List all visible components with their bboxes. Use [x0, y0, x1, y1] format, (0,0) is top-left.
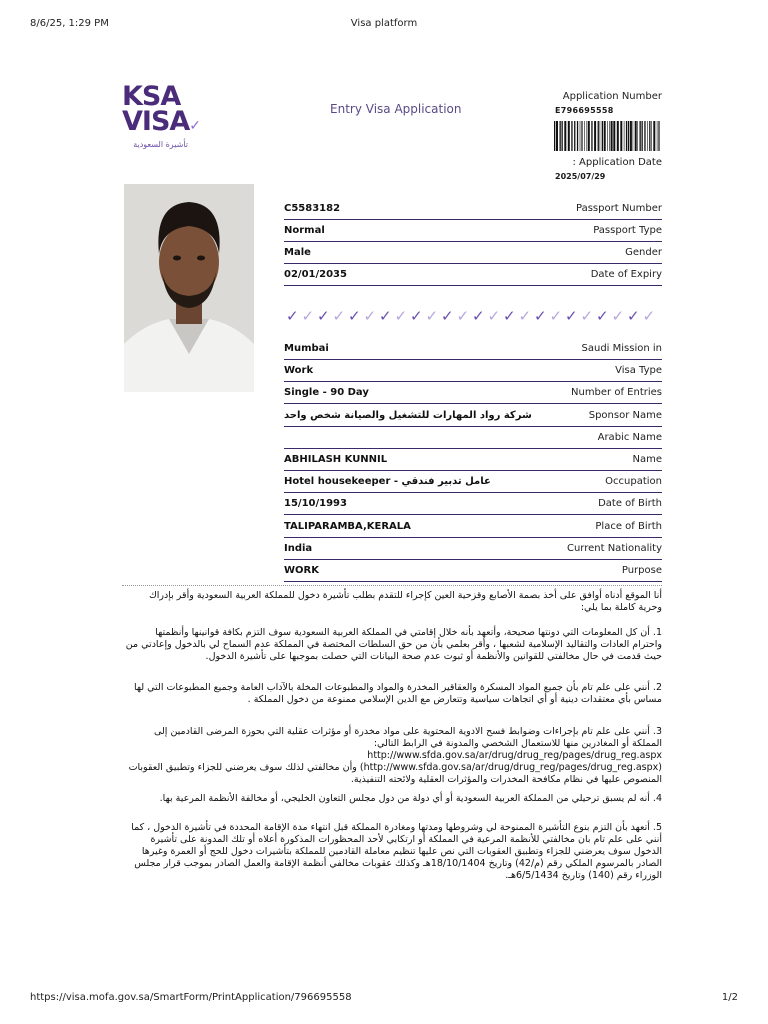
field-value: Hotel housekeeper - عامل تدبير فندقي [284, 476, 491, 488]
field-row [284, 492, 662, 515]
barcode-bar [613, 121, 615, 151]
ksa-visa-logo [122, 81, 201, 149]
declaration-item: 4. أنه لم يسبق ترحيلي من المملكة العربية السعودية أو أي دولة من دول مجلس التعاون الخليجي، أو مخالفة الأنظمة المرعية بها. [159, 793, 662, 804]
logo-check-icon: ✓ [189, 118, 201, 134]
barcode-bar [649, 121, 650, 151]
check-icon: ✓ [580, 307, 594, 325]
field-row [284, 197, 662, 220]
check-icon: ✓ [441, 307, 454, 325]
print-header [0, 18, 768, 34]
field-value: TALIPARAMBA,KERALA [284, 520, 411, 532]
barcode-bar [604, 121, 606, 151]
field-value: 15/10/1993 [284, 498, 347, 510]
declaration-item: 1. أن كل المعلومات التي دونتها صحيحة، وأتعهد بأنه خلال إقامتي في المملكة العربية السعودية سوف التزم بكافة قوانينها وأنظمتها واحترام العادات والتقاليد الإسلامية لشعبها ، وأقر بعلمي بأن من حق السلطات المختصة في المملكة عدم السماح لي بالدخول وإعادتي من حيث قدمت في حال مخالفتي للقوانين والأنظمة أو ثبوت عدم صحة البيانات التي حصلت بموجبها على تأشيرة الدخول. [125, 627, 662, 662]
logo-line-ksa: KSA [122, 81, 181, 112]
barcode-bar [587, 121, 588, 151]
applicant-photo [124, 184, 254, 392]
field-row [284, 241, 662, 264]
field-row [284, 404, 662, 427]
barcode-bar [581, 121, 582, 151]
field-value: Work [284, 365, 314, 377]
check-icon: ✓ [534, 307, 547, 325]
check-icon: ✓ [549, 307, 563, 325]
barcode-bar [598, 121, 599, 151]
field-label: Gender [625, 247, 662, 258]
barcode-bar [571, 121, 572, 151]
declaration-item: 2. أنني على علم تام بأن جميع المواد المسكرة والعقاقير المخدرة والمواد والمطبوعات المخلة بالآداب العامة وجميع المطبوعات التي لها مساس بأي معتقدات دينية أو أي اتجاهات سياسية وتتعارض مع الدين الإسلامي ممنوعة من دخول المملكة . [133, 682, 662, 705]
check-icon: ✓ [642, 307, 656, 325]
barcode-bar [637, 121, 638, 151]
declaration-intro: أنا الموقع أدناه أوافق على أخذ بصمة الأصابع وقزحية العين كإجراء للتقدم بطلب تأشيرة دخول للمملكة العربية السعودية وأقر بإدراك وحرية كاملة بما يلي: [148, 590, 662, 613]
field-label: Date of Expiry [590, 269, 662, 280]
field-row [284, 426, 662, 449]
divider [122, 585, 662, 586]
barcode-bar [647, 121, 648, 151]
check-icon: ✓ [348, 307, 361, 325]
field-value: India [284, 542, 313, 554]
field-value: C5583182 [284, 203, 341, 214]
field-value: Mumbai [284, 343, 329, 354]
barcode-bar [640, 121, 641, 151]
security-checkmarks [286, 306, 664, 328]
application-number-label: Application Number [562, 91, 662, 102]
check-icon: ✓ [425, 307, 439, 325]
field-row [284, 381, 662, 404]
print-title: Visa platform [350, 18, 418, 29]
barcode-bar [602, 121, 603, 151]
barcode-bar [624, 121, 625, 151]
check-icon: ✓ [410, 307, 423, 325]
barcode-bar [611, 121, 613, 151]
check-icon: ✓ [472, 307, 485, 325]
declaration-item: 5. أتعهد بأن التزم بنوع التأشيرة الممنوحة لي وشروطها ومدتها ومغادرة المملكة قبل انتهاء مدة الإقامة المحددة في تأشيرة الدخول ، كما أنني على علم تام بان مخالفتي للأنظمة المرعية في المملكة أو ارتكابي لأحد المحظورات المذكورة أعلاه أو تلك المدونة على تأشيرة الدخول سوف يعرضني للجزاء وتطبيق العقوبات التي نص عليها تنظيم معاملة القادمين للمملكة بتأشيرات دخول للحج أو العمرة وغيرها الصادر بالمرسوم الملكي رقم (م/42) وتاريخ 18/10/1404هـ وكذلك عقوبات مخالفي أنظمة الإقامة والعمل الصادر بموجب قرار مجلس الوزراء رقم (140) وتاريخ 6/5/1434هـ. [131, 822, 662, 881]
field-value: شركة رواد المهارات للتشغيل والصيانة شخص واحد [284, 409, 532, 421]
barcode-bar [560, 121, 561, 151]
field-value: Male [284, 247, 311, 258]
field-label: Purpose [621, 565, 662, 576]
barcode-bar [644, 121, 645, 151]
barcode-bar [562, 121, 563, 151]
application-date-label: : Application Date [572, 157, 662, 168]
field-label: Saudi Mission in [581, 343, 662, 354]
field-value: Normal [284, 225, 325, 236]
field-row [284, 263, 662, 286]
check-icon: ✓ [301, 307, 315, 325]
check-icon: ✓ [363, 307, 377, 325]
check-icon: ✓ [286, 307, 299, 325]
application-date: 2025/07/29 [555, 172, 606, 181]
field-row [284, 448, 662, 471]
field-row [284, 470, 662, 493]
field-row [284, 559, 662, 582]
barcode-bar [554, 121, 555, 151]
field-row [284, 359, 662, 382]
page-number: 1/2 [721, 992, 738, 1003]
field-label: Sponsor Name [588, 409, 662, 421]
check-icon: ✓ [611, 307, 625, 325]
barcode-bar [633, 121, 634, 151]
barcode-bar [582, 121, 583, 151]
check-icon: ✓ [332, 307, 346, 325]
barcode-bar [594, 121, 596, 151]
barcode-bar [591, 121, 592, 151]
field-value: 02/01/2035 [284, 269, 347, 280]
check-icon: ✓ [565, 307, 578, 325]
field-label: Name [632, 454, 662, 465]
field-label: Passport Type [593, 225, 662, 236]
declaration-item: 3. أنني على علم تام بإجراءات وضوابط فسح الادوية المحتوية على مواد مخدرة أو مؤثرات عقلية التي بحوزة المرضى القادمين إلى المملكة أو المغادرين منها للاستعمال الشخصي والمدونة في الرابط التالي: http://www.sfda.gov.sa/ar/drug/drug_reg/pages/drug_reg.aspx (http://www.sfda.gov.sa/ar/drug/drug_reg/pages/drug_reg.aspx) وأن مخالفتي لذلك سوف يعرضني للجزاء وتطبيق العقوبات المنصوص عليها في نظام مكافحة المخدرات والمؤثرات العقلية ولائحته التنفيذية. [128, 726, 662, 785]
barcode-bar [617, 121, 619, 151]
check-icon: ✓ [518, 307, 532, 325]
field-label: Arabic Name [597, 431, 662, 443]
field-value: Single - 90 Day [284, 387, 369, 399]
field-label: Current Nationality [566, 542, 662, 554]
print-url: https://visa.mofa.gov.sa/SmartForm/PrintApplication/796695558 [30, 992, 352, 1003]
field-label: Occupation [605, 476, 662, 488]
barcode-bar [620, 121, 622, 151]
field-label: Place of Birth [595, 520, 662, 532]
barcode-bar [588, 121, 590, 151]
application-number: E796695558 [555, 106, 614, 115]
page-title: Entry Visa Application [330, 102, 462, 116]
barcode-bar [609, 121, 610, 151]
barcode-bar [556, 121, 558, 151]
barcode-bar [626, 121, 627, 151]
barcode-bar [607, 121, 608, 151]
logo-arabic: تأشيرة السعودية [133, 140, 188, 149]
barcode-bar [568, 121, 570, 151]
check-icon: ✓ [379, 307, 392, 325]
check-icon: ✓ [627, 307, 640, 325]
barcode-bar [642, 121, 643, 151]
barcode-bar [584, 121, 585, 151]
field-label: Date of Birth [598, 498, 662, 510]
barcode-bar [630, 121, 632, 151]
barcode-bar [580, 121, 581, 151]
check-icon: ✓ [456, 307, 470, 325]
logo-line-visa: VISA✓ [122, 106, 201, 137]
barcode-bar [651, 121, 652, 151]
barcode-bar [600, 121, 601, 151]
barcode-bar [657, 121, 658, 151]
barcode-bar [628, 121, 629, 151]
field-label: Visa Type [615, 365, 662, 377]
check-icon: ✓ [317, 307, 330, 325]
check-icon: ✓ [487, 307, 501, 325]
barcode-bar [635, 121, 637, 151]
barcode-bar [574, 121, 575, 151]
barcode-bar [564, 121, 566, 151]
barcode [554, 121, 662, 151]
field-row [284, 537, 662, 560]
barcode-bar [659, 121, 660, 151]
check-icon: ✓ [596, 307, 609, 325]
field-label: Passport Number [576, 203, 662, 214]
check-icon: ✓ [394, 307, 408, 325]
field-value: WORK [284, 565, 319, 576]
field-row [284, 337, 662, 360]
barcode-bar [577, 121, 578, 151]
field-row [284, 219, 662, 242]
barcode-bar [653, 121, 655, 151]
check-icon: ✓ [503, 307, 516, 325]
field-row [284, 515, 662, 538]
print-datetime: 8/6/25, 1:29 PM [30, 18, 109, 29]
field-label: Number of Entries [571, 387, 662, 399]
barcode-bar [658, 121, 659, 151]
field-value: ABHILASH KUNNIL [284, 454, 388, 465]
